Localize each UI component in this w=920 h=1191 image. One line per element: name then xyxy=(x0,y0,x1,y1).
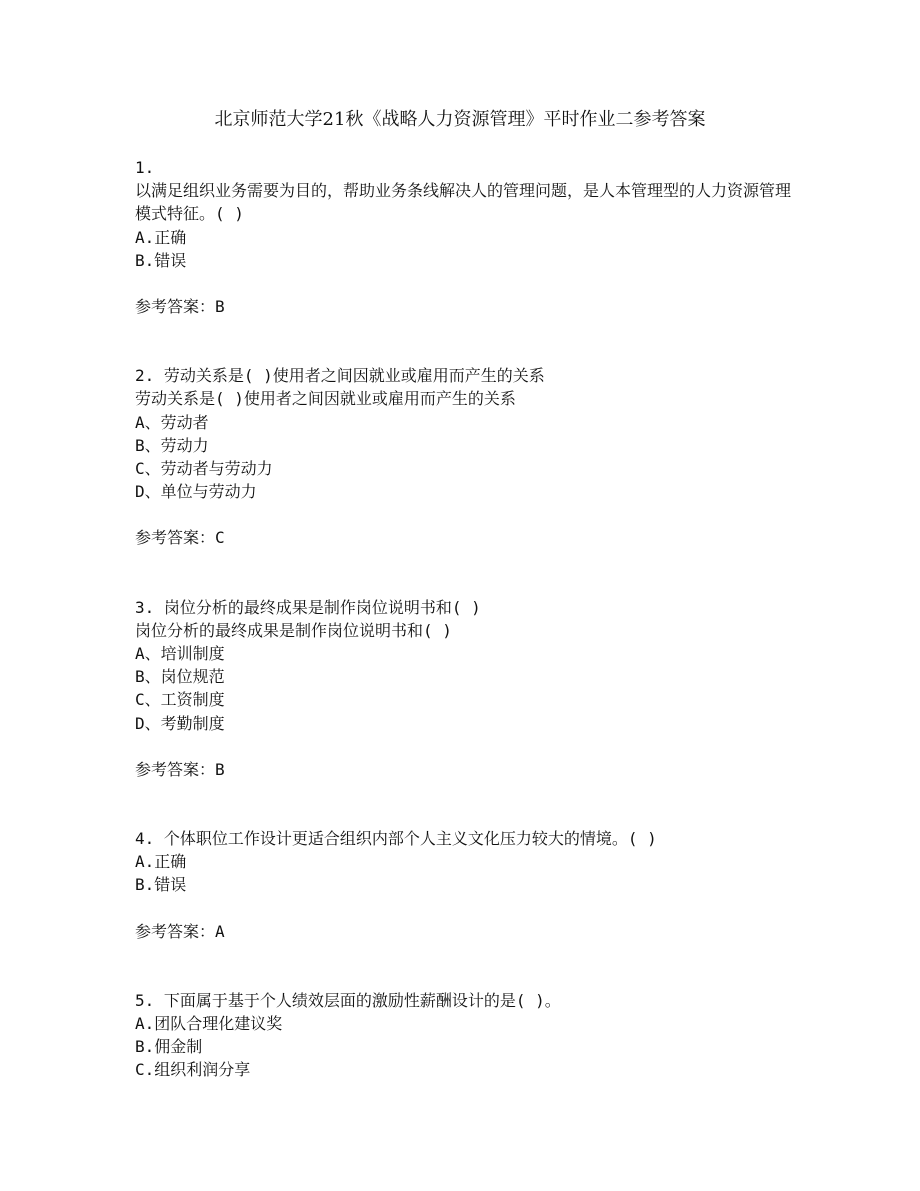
question-5-option-b: B.佣金制 xyxy=(135,1037,203,1057)
question-2-option-d: D、单位与劳动力 xyxy=(135,482,257,502)
question-3-stem: 岗位分析的最终成果是制作岗位说明书和( ) xyxy=(135,620,452,640)
question-5 xyxy=(135,989,795,1082)
question-1 xyxy=(135,156,795,318)
question-5-option-a: A.团队合理化建议奖 xyxy=(135,1014,283,1034)
question-2 xyxy=(135,364,795,549)
question-4-heading: 4. 个体职位工作设计更适合组织内部个人主义文化压力较大的情境。( ) xyxy=(135,829,657,849)
question-1-number: 1. xyxy=(135,158,155,177)
question-3 xyxy=(135,596,795,781)
question-1-option-a: A.正确 xyxy=(135,227,187,247)
question-4-option-a: A.正确 xyxy=(135,852,187,872)
question-2-answer: 参考答案：C xyxy=(135,528,225,548)
question-2-stem: 劳动关系是( )使用者之间因就业或雇用而产生的关系 xyxy=(135,389,516,409)
question-2-heading: 2. 劳动关系是( )使用者之间因就业或雇用而产生的关系 xyxy=(135,366,545,386)
question-5-option-c: C.组织利润分享 xyxy=(135,1060,251,1080)
question-2-option-a: A、劳动者 xyxy=(135,412,209,432)
question-4-answer: 参考答案：A xyxy=(135,921,225,941)
question-3-option-d: D、考勤制度 xyxy=(135,713,225,733)
question-4-option-b: B.错误 xyxy=(135,875,187,895)
question-3-option-b: B、岗位规范 xyxy=(135,667,225,687)
question-1-answer: 参考答案：B xyxy=(135,297,225,317)
question-1-stem: 以满足组织业务需要为目的，帮助业务条线解决人的管理问题，是人本管理型的人力资源管理模式特征。( ) xyxy=(135,181,792,224)
question-list xyxy=(135,156,795,1082)
question-3-answer: 参考答案：B xyxy=(135,759,225,779)
question-3-option-a: A、培训制度 xyxy=(135,644,225,664)
document-title: 北京师范大学21秋《战略人力资源管理》平时作业二参考答案 xyxy=(214,109,706,130)
question-5-heading: 5. 下面属于基于个人绩效层面的激励性薪酬设计的是( )。 xyxy=(135,990,561,1010)
question-3-heading: 3. 岗位分析的最终成果是制作岗位说明书和( ) xyxy=(135,597,481,617)
question-3-option-c: C、工资制度 xyxy=(135,690,225,710)
question-4 xyxy=(135,827,795,943)
question-2-option-c: C、劳动者与劳动力 xyxy=(135,459,273,479)
question-1-option-b: B.错误 xyxy=(135,250,187,270)
question-2-option-b: B、劳动力 xyxy=(135,435,209,455)
